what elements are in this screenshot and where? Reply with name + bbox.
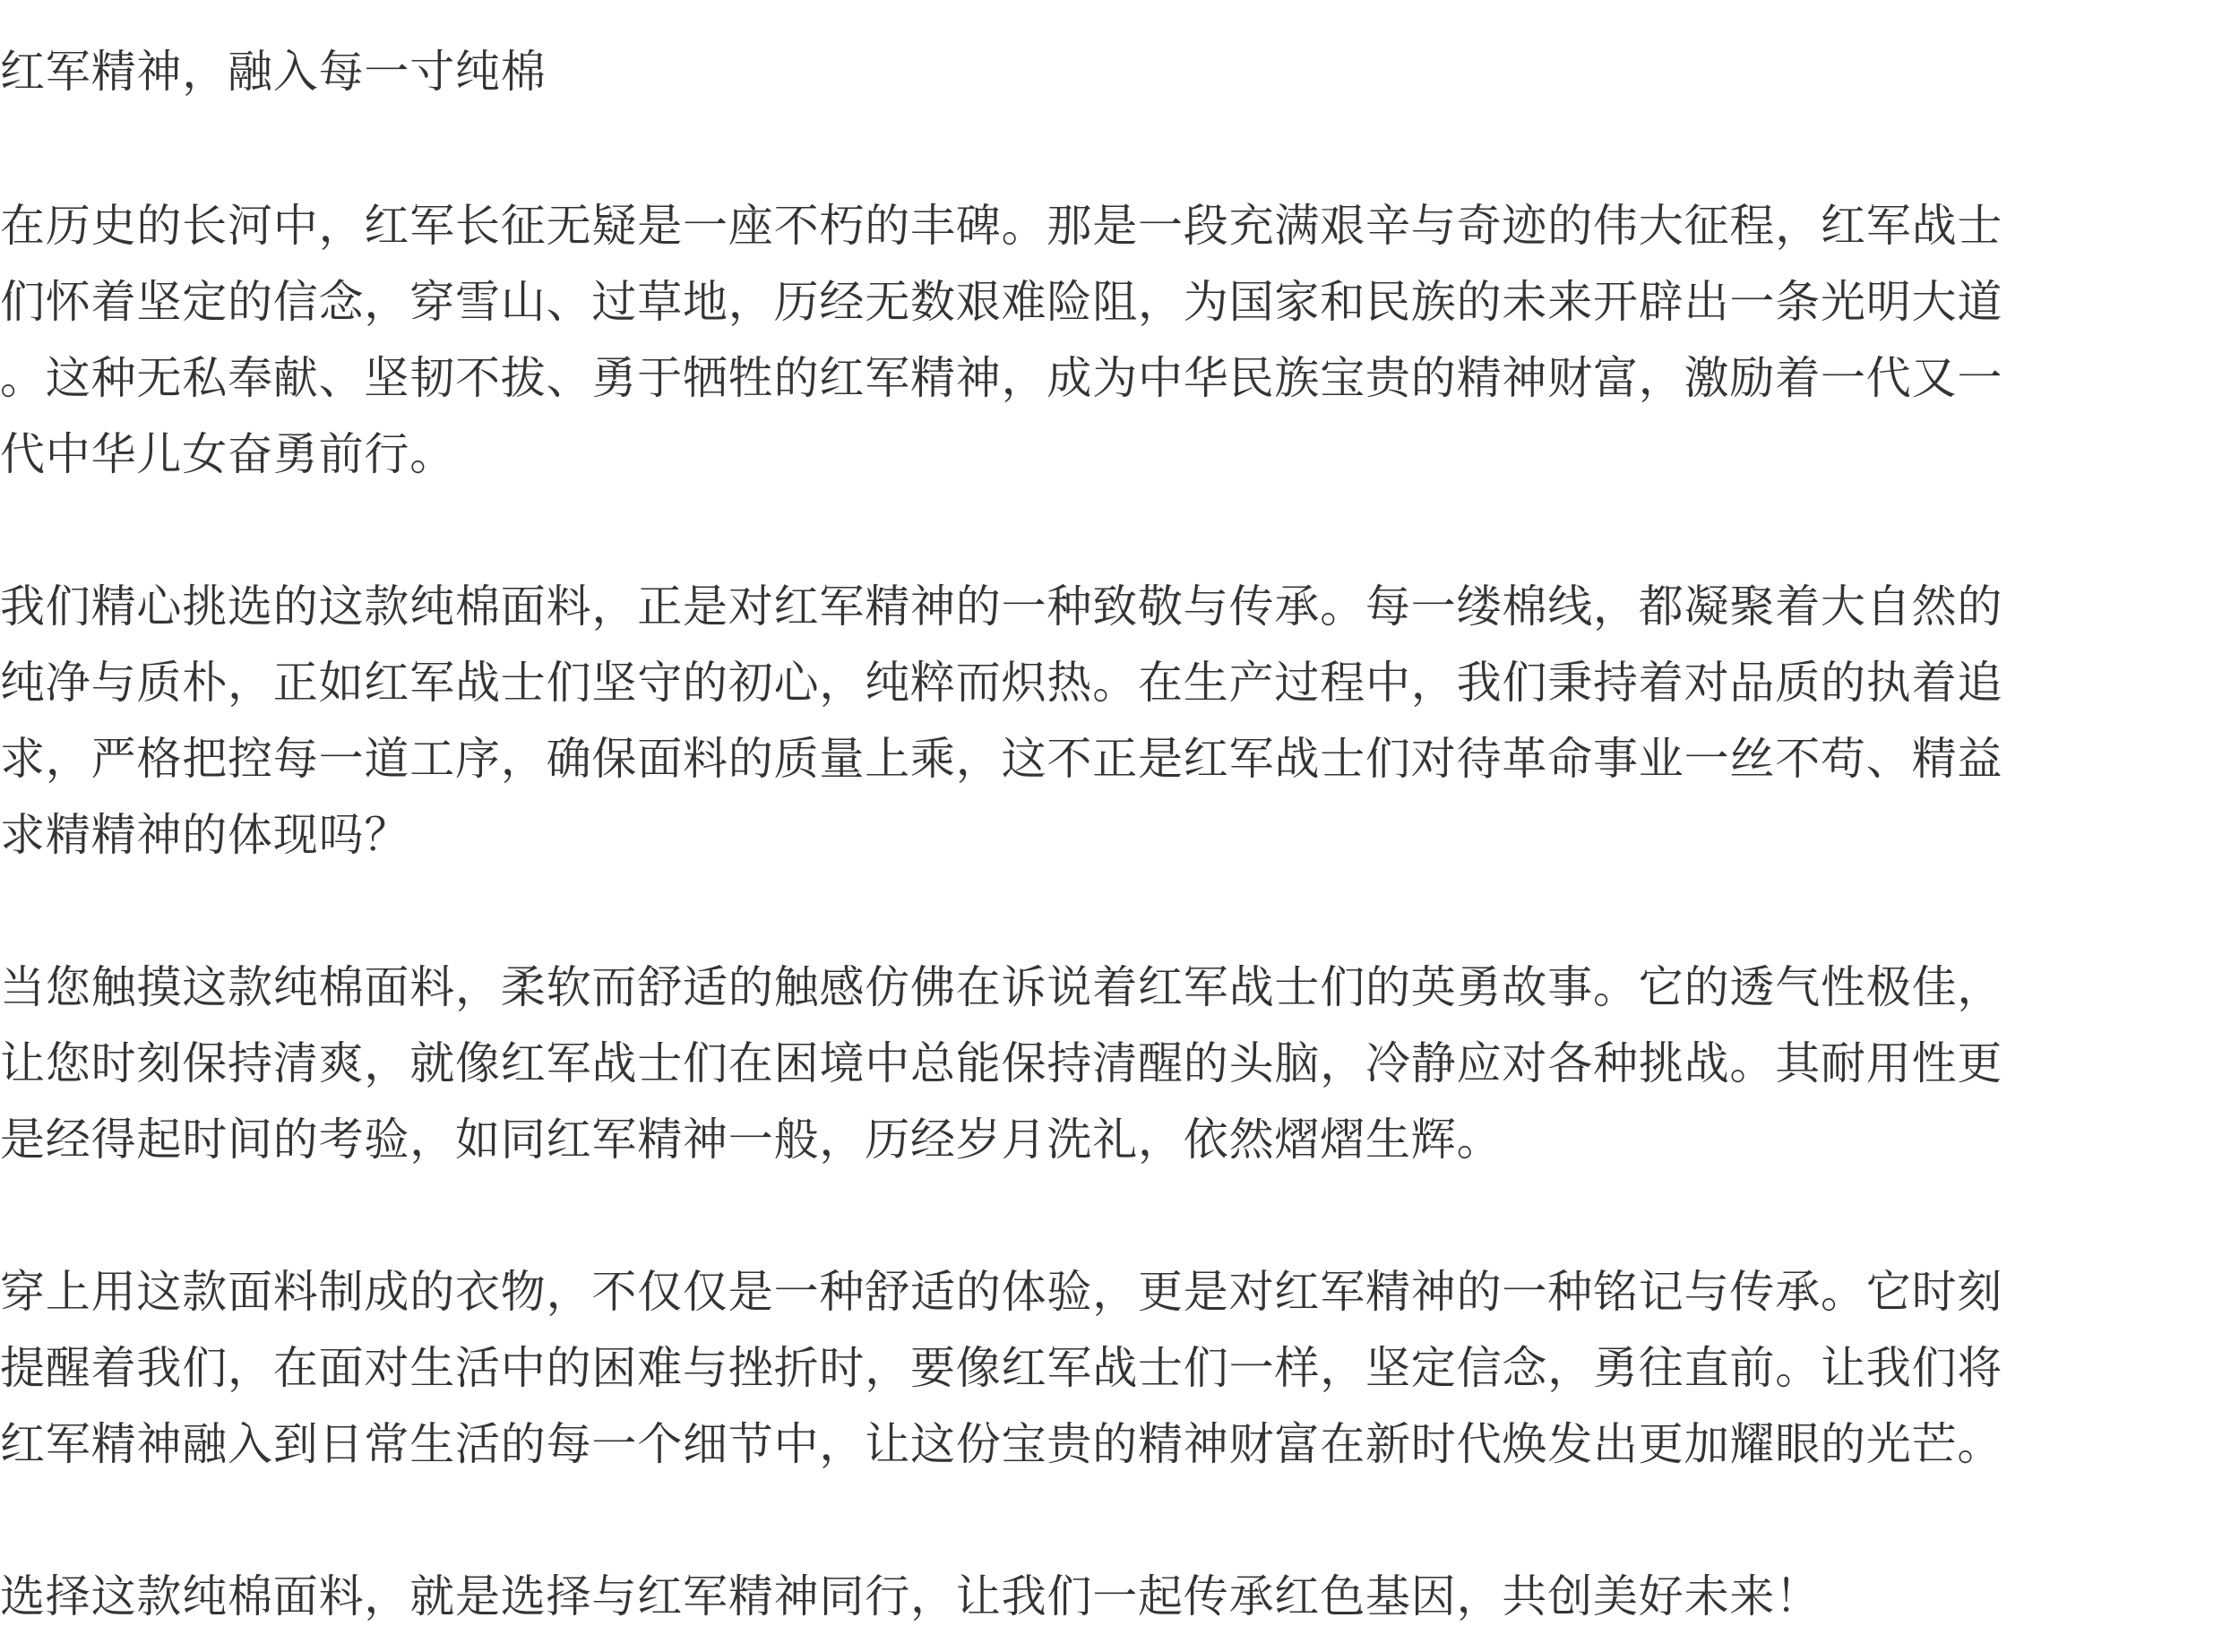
paragraph-line: 我们精心挑选的这款纯棉面料，正是对红军精神的一种致敬与传承。每一缕棉线，都凝聚着大自然的 [0,581,2003,632]
paragraph-line: 求精精神的体现吗？ [0,809,410,861]
paragraph-line: 红军精神融入到日常生活的每一个细节中，让这份宝贵的精神财富在新时代焕发出更加耀眼的光芒。 [0,1418,2003,1470]
paragraph-line: 在历史的长河中，红军长征无疑是一座不朽的丰碑。那是一段充满艰辛与奇迹的伟大征程，红军战士 [0,200,2003,252]
paragraph-line: 穿上用这款面料制成的衣物，不仅仅是一种舒适的体验，更是对红军精神的一种铭记与传承。它时刻 [0,1266,2003,1318]
paragraph-line: 们怀着坚定的信念，穿雪山、过草地，历经无数艰难险阻，为国家和民族的未来开辟出一条光明大道 [0,276,2003,328]
paragraph-line: 让您时刻保持清爽，就像红军战士们在困境中总能保持清醒的头脑，冷静应对各种挑战。其耐用性更 [0,1037,2003,1089]
paragraph-line: 代中华儿女奋勇前行。 [0,428,455,480]
paragraph-line: 纯净与质朴，正如红军战士们坚守的初心，纯粹而炽热。在生产过程中，我们秉持着对品质的执着追 [0,657,2003,709]
paragraph-line: 提醒着我们，在面对生活中的困难与挫折时，要像红军战士们一样，坚定信念，勇往直前。让我们将 [0,1342,2003,1394]
paragraph-line: 。这种无私奉献、坚韧不拔、勇于牺牲的红军精神，成为中华民族宝贵的精神财富，激励着一代又一 [0,352,2003,404]
paragraph-line: 是经得起时间的考验，如同红军精神一般，历经岁月洗礼，依然熠熠生辉。 [0,1114,1503,1166]
document-title: 红军精神，融入每一寸纯棉 [0,46,547,98]
paragraph-line: 当您触摸这款纯棉面料，柔软而舒适的触感仿佛在诉说着红军战士们的英勇故事。它的透气性极佳， [0,961,2003,1013]
paragraph-line: 求，严格把控每一道工序，确保面料的质量上乘，这不正是红军战士们对待革命事业一丝不苟、精益 [0,733,2003,785]
paragraph-line: 选择这款纯棉面料，就是选择与红军精神同行，让我们一起传承红色基因，共创美好未来！ [0,1570,1821,1622]
